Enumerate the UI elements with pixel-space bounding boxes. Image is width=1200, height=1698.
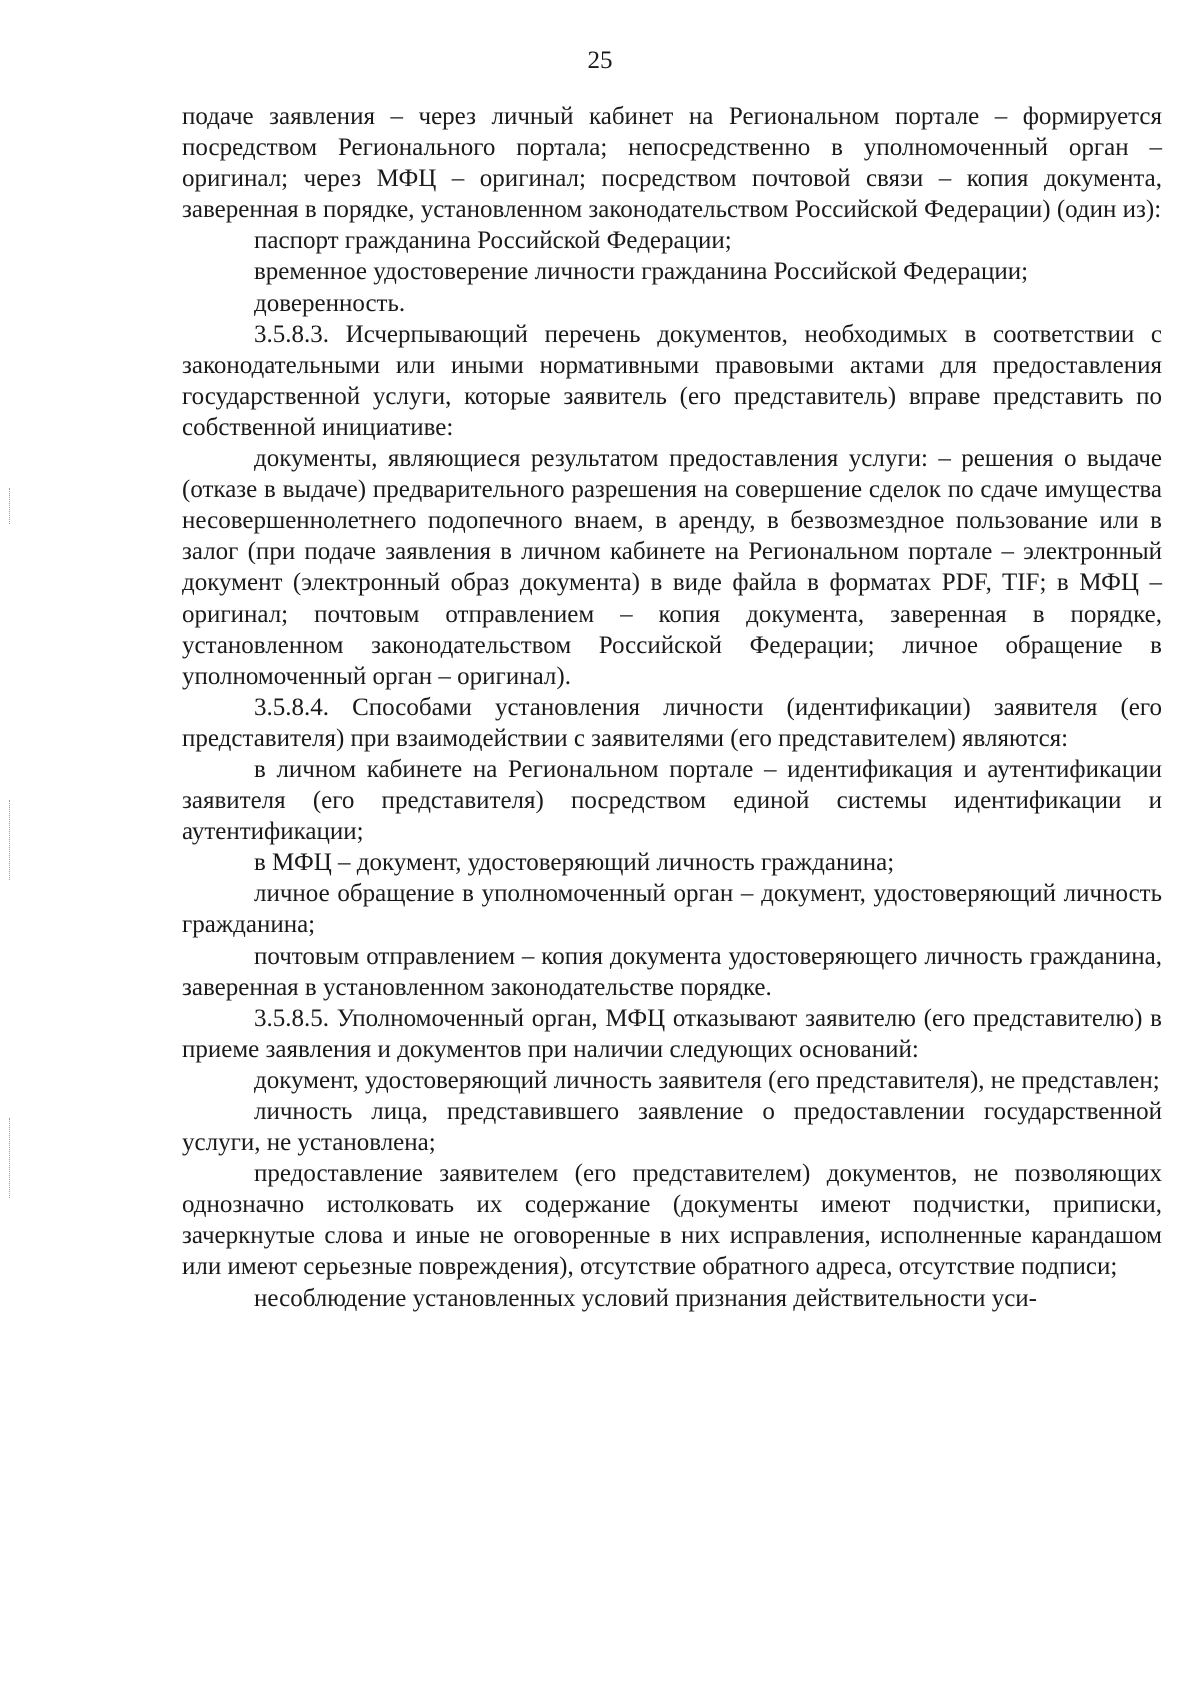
paragraph: доверенность. <box>254 289 406 317</box>
page-number: 25 <box>587 47 613 74</box>
paragraph: в МФЦ – документ, удостоверяющий личность гражданина; <box>254 849 895 877</box>
paragraph: подаче заявления – через личный кабинет на Региональном портале – формируется посредством Регионального портала; непосредственно в уполномоченный орган – оригинал; через МФЦ – оригинал; посредством почтовой связи – копия документа, заверенная в порядке, установленном законодательством Российской Федерации) (один из): <box>182 103 1162 224</box>
scan-artifact-mark <box>9 488 10 524</box>
paragraph: почтовым отправлением – копия документа удостоверяющего личность гражданина, заверенная в установленном законодательстве порядке. <box>182 942 1162 1001</box>
paragraph: 3.5.8.4. Способами установления личности (идентификации) заявителя (его представителя) при взаимодействии с заявителями (его представителем) являются: <box>182 693 1162 752</box>
paragraph: документы, являющиеся результатом предоставления услуги: – решения о выдаче (отказе в выдаче) предварительного разрешения на совершение сделок по сдаче имущества несовершеннолетнего подопечного внаем, в аренду, в безвозмездное пользование или в залог (при подаче заявления в личном кабинете на Региональном портале – электронный документ (электронный образ документа) в виде файла в форматах PDF, TIF; в МФЦ – оригинал; почтовым отправлением – копия документа, заверенная в порядке, установленном законодательством Российской Федерации; личное обращение в уполномоченный орган – оригинал). <box>182 445 1162 690</box>
scan-artifact-mark <box>9 800 10 880</box>
paragraph: 3.5.8.3. Исчерпывающий перечень документов, необходимых в соответствии с законодательными или иными нормативными правовыми актами для предоставления государственной услуги, которые заявитель (его представитель) вправе представить по собственной инициативе: <box>182 320 1162 441</box>
paragraph: документ, удостоверяющий личность заявителя (его представителя), не представлен; <box>254 1066 1160 1094</box>
paragraph: паспорт гражданина Российской Федерации; <box>254 227 732 255</box>
paragraph: предоставление заявителем (его представителем) документов, не позволяющих однозначно истолковать их содержание (документы имеют подчистки, приписки, зачеркнутые слова и иные не оговоренные в них исправления, исполненные карандашом или имеют серьезные повреждения), отсутствие обратного адреса, отсутствие подписи; <box>182 1160 1162 1281</box>
document-body <box>182 101 1162 1314</box>
scan-artifact-mark <box>9 1118 10 1198</box>
paragraph: временное удостоверение личности гражданина Российской Федерации; <box>254 258 1029 286</box>
paragraph: в личном кабинете на Региональном портале – идентификация и аутентификации заявителя (его представителя) посредством единой системы идентификации и аутентификации; <box>182 755 1162 846</box>
paragraph: несоблюдение установленных условий признания действительности уси- <box>254 1284 1037 1312</box>
paragraph: 3.5.8.5. Уполномоченный орган, МФЦ отказывают заявителю (его представителю) в приеме заявления и документов при наличии следующих оснований: <box>182 1004 1162 1063</box>
paragraph: личное обращение в уполномоченный орган – документ, удостоверяющий личность гражданина; <box>182 880 1162 939</box>
paragraph: личность лица, представившего заявление о предоставлении государственной услуги, не установлена; <box>182 1098 1162 1157</box>
